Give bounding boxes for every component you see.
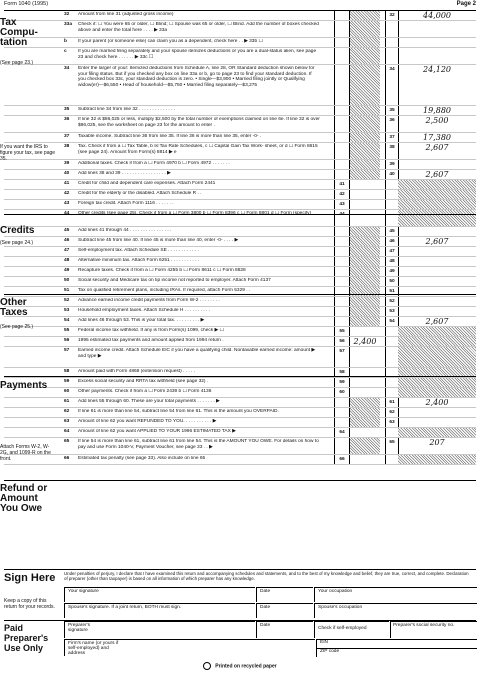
sub-amount-field[interactable] bbox=[349, 378, 380, 387]
amount-field[interactable]: 2,607 bbox=[425, 143, 449, 152]
sub-line-number bbox=[334, 297, 349, 306]
form-line bbox=[4, 277, 476, 287]
amount-field[interactable] bbox=[398, 21, 476, 37]
line-text: Foreign tax credit. Attach Form 1116 . . . . . . . bbox=[78, 201, 174, 206]
line-number: 64 bbox=[64, 429, 70, 434]
amount-field[interactable] bbox=[398, 210, 476, 226]
amount-field[interactable] bbox=[398, 160, 476, 169]
main-line-number bbox=[385, 48, 399, 64]
sub-line-number: 66 bbox=[334, 455, 349, 464]
sub-line-number bbox=[334, 48, 349, 64]
your-occupation-label: Your occupation bbox=[318, 589, 353, 594]
line-text: Check if: ☐ You were 65 or older, ☐ Blind; ☐ Spouse was 65 or older, ☐ Blind. Add the number of boxes checked above and enter the total here . . . . ▶ 33a bbox=[78, 22, 319, 33]
main-line-number: 45 bbox=[385, 227, 399, 236]
line-text: Social security and Medicare tax on tip income not reported to employer. Attach Form 4137 bbox=[78, 278, 271, 283]
amount-field[interactable] bbox=[398, 247, 476, 256]
page-label: Page 2 bbox=[456, 1, 476, 7]
sub-amount-field[interactable] bbox=[349, 438, 380, 454]
sub-line-number bbox=[334, 170, 349, 179]
sub-amount-field[interactable] bbox=[349, 227, 380, 236]
line-number: 43 bbox=[64, 201, 70, 206]
sub-line-number: 44 bbox=[334, 210, 349, 226]
form-line bbox=[4, 388, 476, 398]
sub-line-number: 55 bbox=[334, 327, 349, 336]
line-number: 33a bbox=[64, 22, 73, 27]
main-line-number bbox=[385, 327, 399, 336]
amount-field[interactable]: 17,380 bbox=[423, 133, 451, 142]
section-credits-title: Credits bbox=[0, 225, 35, 236]
line-text: Subtract line 45 from line 40. If line 45 is more than line 40, enter -0- . . . . ▶ bbox=[78, 238, 239, 243]
form-line bbox=[4, 267, 476, 277]
sub-amount-field[interactable] bbox=[349, 210, 380, 226]
main-line-number: 53 bbox=[385, 307, 399, 316]
line-text: If your parent (or someone else) can claim you as a dependent, check here . . ▶ 33b ☐ bbox=[78, 39, 263, 44]
line-number: 34 bbox=[64, 66, 70, 71]
sub-amount-field[interactable] bbox=[349, 116, 380, 132]
amount-field[interactable] bbox=[398, 277, 476, 286]
preparer-date-label: Date bbox=[260, 623, 271, 628]
amount-field[interactable]: 2,607 bbox=[425, 170, 449, 179]
section-credits-note: (See page 24.) bbox=[0, 240, 34, 246]
spouse-date-label: Date bbox=[260, 605, 271, 610]
line-text: Other payments. Check if from a ☐ Form 2439 b ☐ Form 4136 bbox=[78, 389, 212, 394]
line-text: Amount of line 62 you want REFUNDED TO YOU. . . . . . . . . . . ▶ bbox=[78, 419, 217, 424]
sub-amount-field[interactable] bbox=[349, 11, 380, 20]
line-number: 42 bbox=[64, 191, 70, 196]
form-label: Form 1040 (1995) bbox=[4, 1, 49, 7]
sub-amount-field[interactable] bbox=[349, 277, 380, 286]
main-line-number: 48 bbox=[385, 257, 399, 266]
section-other-title: Other Taxes bbox=[0, 297, 28, 318]
form-line bbox=[4, 133, 476, 143]
spouse-signature-label: Spouse's signature. If a joint return, BOTH must sign. bbox=[68, 605, 182, 610]
form-line bbox=[4, 347, 476, 368]
line-text: Enter the larger of your: Itemized deductions from Schedule A, line 28, OR Standard deduction shown below for your filing status. But if you checked any box on line 33a or b, go to page 23 to find your standard deduction. If you checked box 33c, your standard deduction is zero. • Single—$3,900 • Married filing jointly or Qualifying widow(er)—$6,550 • Head of household—$5,750 • Married filing separately—$3,275 bbox=[78, 66, 315, 88]
line-number: 40 bbox=[64, 171, 70, 176]
form-line bbox=[4, 408, 476, 418]
amount-field[interactable] bbox=[398, 307, 476, 316]
amount-field[interactable] bbox=[398, 388, 476, 397]
form-line bbox=[4, 65, 476, 106]
line-text: Alternative minimum tax. Attach Form 6251 . . . . . . . . . . . bbox=[78, 258, 200, 263]
section-tax-note: (See page 23.) bbox=[0, 60, 34, 66]
main-line-number bbox=[385, 455, 399, 464]
section-tax-note2: If you want the IRS to figure your tax, see page 35. bbox=[0, 144, 56, 162]
line-number: 41 bbox=[64, 181, 70, 186]
section-rule bbox=[4, 480, 476, 481]
form-line bbox=[4, 227, 476, 237]
section-paid-title: Paid Preparer's Use Only bbox=[4, 623, 49, 653]
line-text: Earned income credit. Attach Schedule EIC if you have a qualifying child. Nontaxable earned income: amount ▶ and type ▶ bbox=[78, 348, 316, 359]
form-line bbox=[4, 200, 476, 210]
main-line-number bbox=[385, 378, 399, 387]
amount-field[interactable] bbox=[398, 38, 476, 47]
main-line-number bbox=[385, 21, 399, 37]
sub-amount-field[interactable] bbox=[349, 247, 380, 256]
form-line bbox=[4, 247, 476, 257]
main-line-number: 46 bbox=[385, 237, 399, 246]
line-number: 32 bbox=[64, 12, 70, 17]
your-signature-label: Your signature bbox=[68, 589, 99, 594]
sub-line-number bbox=[334, 307, 349, 316]
sub-amount-field[interactable] bbox=[349, 170, 380, 179]
sub-line-number bbox=[334, 247, 349, 256]
sub-line-number bbox=[334, 418, 349, 427]
form-line bbox=[4, 438, 476, 455]
amount-field[interactable] bbox=[398, 378, 476, 387]
sub-line-number: 58 bbox=[334, 368, 349, 377]
sub-amount-field[interactable] bbox=[349, 388, 380, 397]
main-line-number: 65 bbox=[385, 438, 399, 454]
form-line bbox=[4, 287, 476, 297]
form-line bbox=[4, 317, 476, 327]
line-text: Self-employment tax. Attach Schedule SE . . . . . . . . . . . . bbox=[78, 248, 199, 253]
sub-amount-field[interactable] bbox=[349, 190, 380, 199]
amount-field[interactable] bbox=[398, 267, 476, 276]
form-line bbox=[4, 210, 476, 227]
amount-field[interactable] bbox=[398, 337, 476, 346]
line-text: Other credits (see page 25). Check if from a ☐ Form 3800 b ☐ Form 8396 c ☐ Form 8801 d ☐ Form (specify) bbox=[78, 211, 312, 216]
sub-line-number bbox=[334, 133, 349, 142]
line-text: Add lines 38 and 39 . . . . . . . . . . . . . . . . . ▶ bbox=[78, 171, 171, 176]
form-lines bbox=[4, 11, 476, 465]
sub-line-number: 64 bbox=[334, 428, 349, 437]
amount-field[interactable]: 2,607 bbox=[425, 237, 449, 246]
form-line bbox=[4, 180, 476, 190]
sub-amount-field[interactable] bbox=[349, 160, 380, 169]
main-line-number bbox=[385, 190, 399, 199]
section-payments-note: Attach Forms W-2, W-2G, and 1099-R on the front. bbox=[0, 444, 51, 462]
line-number: 53 bbox=[64, 308, 70, 313]
main-line-number: 54 bbox=[385, 317, 399, 326]
zip-label: ZIP code bbox=[320, 649, 340, 654]
amount-field[interactable] bbox=[398, 327, 476, 336]
main-line-number: 32 bbox=[385, 11, 399, 20]
page-header bbox=[4, 1, 476, 10]
line-number: 58 bbox=[64, 369, 70, 374]
line-text: If line 61 is more than line 54, subtract line 54 from line 61. This is the amount you OVERPAID. bbox=[78, 409, 279, 414]
main-line-number: 36 bbox=[385, 116, 399, 132]
section-rule bbox=[4, 214, 476, 215]
line-number: 45 bbox=[64, 228, 70, 233]
amount-field[interactable] bbox=[398, 48, 476, 64]
line-number: 46 bbox=[64, 238, 70, 243]
line-number: 50 bbox=[64, 278, 70, 283]
amount-field[interactable] bbox=[398, 180, 476, 189]
main-line-number: 62 bbox=[385, 408, 399, 417]
line-number: 66 bbox=[64, 456, 70, 461]
sub-line-number bbox=[334, 143, 349, 159]
sub-line-number: 57 bbox=[334, 347, 349, 367]
section-rule bbox=[4, 294, 476, 295]
sub-amount-field[interactable] bbox=[349, 257, 380, 266]
amount-field[interactable] bbox=[398, 257, 476, 266]
recycled-note bbox=[0, 662, 480, 670]
sub-line-number bbox=[334, 160, 349, 169]
main-line-number: 35 bbox=[385, 106, 399, 115]
main-line-number: 51 bbox=[385, 287, 399, 296]
line-text: Subtract line 34 from line 32 . . . . . . . . . . . . . . bbox=[78, 107, 176, 112]
form-line bbox=[4, 190, 476, 200]
section-other-note: (See page 25.) bbox=[0, 324, 34, 330]
line-text: Credit for child and dependent care expenses. Attach Form 2441 bbox=[78, 181, 216, 186]
sub-line-number: 60 bbox=[334, 388, 349, 397]
sub-amount-field[interactable] bbox=[349, 106, 380, 115]
line-number: 62 bbox=[64, 409, 70, 414]
sub-amount-field[interactable] bbox=[349, 455, 380, 464]
main-line-number bbox=[385, 38, 399, 47]
line-number: 61 bbox=[64, 399, 70, 404]
form-line bbox=[4, 170, 476, 180]
form-line bbox=[4, 11, 476, 21]
line-text: Estimated tax penalty (see page 33). Also include on line 65 bbox=[78, 456, 206, 461]
amount-field[interactable] bbox=[398, 418, 476, 427]
form-line bbox=[4, 378, 476, 388]
sub-amount-field[interactable] bbox=[349, 297, 380, 306]
line-number: 55 bbox=[64, 328, 70, 333]
main-line-number: 52 bbox=[385, 297, 399, 306]
amount-field[interactable]: 2,607 bbox=[425, 317, 449, 326]
sub-amount-field[interactable] bbox=[349, 408, 380, 417]
line-text: Additional taxes. Check if from a ☐ Form 4970 b ☐ Form 4972 . . . . . . . bbox=[78, 161, 230, 166]
line-number: 54 bbox=[64, 318, 70, 323]
line-text: Recapture taxes. Check if from a ☐ Form 4255 b ☐ Form 8611 c ☐ Form 8828 bbox=[78, 268, 246, 273]
form-line bbox=[4, 337, 476, 347]
sub-line-number: 41 bbox=[334, 180, 349, 189]
sub-amount-field[interactable] bbox=[349, 317, 380, 326]
sub-amount-field[interactable] bbox=[349, 237, 380, 246]
sub-amount-field[interactable] bbox=[349, 428, 380, 437]
form-line bbox=[4, 428, 476, 438]
main-line-number: 63 bbox=[385, 418, 399, 427]
main-line-number: 47 bbox=[385, 247, 399, 256]
amount-field[interactable]: 44,000 bbox=[423, 11, 451, 20]
line-text: Amount of line 62 you want APPLIED TO YOUR 1996 ESTIMATED TAX ▶ bbox=[78, 429, 236, 434]
line-text: If you are married filing separately and your spouse itemizes deductions or you are a dual-status alien, see page 23 and check here . . . . . . ▶ 33c ☐ bbox=[78, 49, 317, 60]
form-line bbox=[4, 257, 476, 267]
line-number: 51 bbox=[64, 288, 70, 293]
line-number: 39 bbox=[64, 161, 70, 166]
section-sign-title: Sign Here bbox=[4, 572, 56, 584]
sub-line-number: 43 bbox=[334, 200, 349, 209]
amount-field[interactable] bbox=[398, 408, 476, 417]
line-text: Tax. Check if from a ☐ Tax Table, b ☒ Tax Rate Schedules, c ☐ Capital Gain Tax Work- sheet, or d ☐ Form 8615 (see page 24). Amount from Form(s) 8814 ▶ e bbox=[78, 144, 318, 155]
sub-amount-field[interactable] bbox=[349, 347, 380, 367]
line-number: 49 bbox=[64, 268, 70, 273]
main-line-number: 39 bbox=[385, 160, 399, 169]
main-line-number: 61 bbox=[385, 398, 399, 407]
sub-amount-field[interactable] bbox=[349, 143, 380, 159]
line-number: b bbox=[64, 39, 67, 44]
line-text: If line 54 is more than line 61, subtract line 61 from line 54. This is the AMOUNT YOU OWE. For details on how to pay and use Form 1040-V, Payment Voucher, see page 33 . . ▶ bbox=[78, 439, 319, 450]
line-number: 65 bbox=[64, 439, 70, 444]
sign-rule bbox=[4, 569, 476, 570]
amount-field[interactable] bbox=[398, 347, 476, 367]
sub-line-number bbox=[334, 267, 349, 276]
self-employed-label: Check if self-employed bbox=[318, 626, 367, 631]
sub-line-number: 56 bbox=[334, 337, 349, 346]
amount-field[interactable]: 2,500 bbox=[425, 116, 449, 125]
main-line-number bbox=[385, 388, 399, 397]
form-line bbox=[4, 327, 476, 337]
your-date-label: Date bbox=[260, 589, 271, 594]
line-text: Add lines 41 through 44 . . . . . . . . . . . . . . . . bbox=[78, 228, 172, 233]
sub-amount-field[interactable] bbox=[349, 327, 380, 336]
main-line-number: 34 bbox=[385, 65, 399, 105]
amount-field[interactable]: 2,400 bbox=[425, 398, 449, 407]
amount-field[interactable] bbox=[398, 455, 476, 464]
sub-amount-field[interactable] bbox=[349, 200, 380, 209]
section-payments-title: Payments bbox=[0, 380, 48, 391]
form-line bbox=[4, 21, 476, 38]
section-tax-title: Tax Compu- tation bbox=[0, 17, 38, 48]
line-number: 63 bbox=[64, 419, 70, 424]
main-line-number: 37 bbox=[385, 133, 399, 142]
line-text: Amount paid with Form 4868 (extension request) . . . . . bbox=[78, 369, 196, 374]
sub-amount-field[interactable] bbox=[349, 65, 380, 105]
sub-amount-field[interactable] bbox=[349, 21, 380, 37]
form-line bbox=[4, 38, 476, 48]
form-line bbox=[4, 398, 476, 408]
line-number: 59 bbox=[64, 379, 70, 384]
main-line-number bbox=[385, 428, 399, 437]
amount-field[interactable]: 24,120 bbox=[423, 65, 451, 74]
line-number: c bbox=[64, 49, 67, 54]
ein-label: EIN bbox=[320, 640, 328, 645]
sub-line-number bbox=[334, 21, 349, 37]
main-line-number: 49 bbox=[385, 267, 399, 276]
sub-amount-field[interactable] bbox=[349, 307, 380, 316]
sub-line-number bbox=[334, 408, 349, 417]
sub-line-number bbox=[334, 317, 349, 326]
form-line bbox=[4, 160, 476, 170]
line-number: 36 bbox=[64, 117, 70, 122]
amount-field[interactable] bbox=[398, 297, 476, 306]
line-number: 52 bbox=[64, 298, 70, 303]
perjury-declaration: Under penalties of perjury, I declare that I have examined this return and accompanying schedules and statements, and to the best of my knowledge and belief, they are true, correct, and complete. Declaration of preparer (other than taxpayer) is based on all information of which preparer has any knowledge. bbox=[64, 571, 469, 582]
main-line-number: 50 bbox=[385, 277, 399, 286]
form-line bbox=[4, 237, 476, 247]
main-line-number bbox=[385, 180, 399, 189]
sub-amount-field[interactable] bbox=[349, 398, 380, 407]
sub-line-number bbox=[334, 398, 349, 407]
line-text: Advance earned income credit payments from Form W-2 . . . . . . . . bbox=[78, 298, 220, 303]
form-line bbox=[4, 455, 476, 465]
sub-line-number bbox=[334, 38, 349, 47]
sub-line-number bbox=[334, 227, 349, 236]
form-line bbox=[4, 297, 476, 307]
sub-amount-field[interactable] bbox=[349, 133, 380, 142]
line-number: 48 bbox=[64, 258, 70, 263]
main-line-number bbox=[385, 200, 399, 209]
line-text: Amount from line 31 (adjusted gross income) bbox=[78, 12, 174, 17]
sub-amount-field[interactable] bbox=[349, 418, 380, 427]
sub-amount-field[interactable]: 2,400 bbox=[349, 337, 380, 346]
sub-line-number bbox=[334, 106, 349, 115]
line-number: 44 bbox=[64, 211, 70, 216]
line-number: 47 bbox=[64, 248, 70, 253]
main-line-number bbox=[385, 347, 399, 367]
amount-field[interactable]: 207 bbox=[429, 438, 445, 447]
section-rule bbox=[4, 376, 476, 377]
section-sign-note: Keep a copy of this return for your records. bbox=[4, 598, 55, 610]
amount-field[interactable] bbox=[398, 190, 476, 199]
spouse-occupation-label: Spouse's occupation bbox=[318, 605, 363, 610]
form-line bbox=[4, 143, 476, 160]
sub-line-number: 42 bbox=[334, 190, 349, 199]
sub-line-number bbox=[334, 277, 349, 286]
line-text: Household employment taxes. Attach Schedule H . . . . . . . . . . bbox=[78, 308, 210, 313]
line-text: If line 32 is $86,025 or less, multiply $2,500 by the total number of exemptions claimed on line 6e. If line 32 is over $86,025, see the worksheet on page 23 for the amount to enter . bbox=[78, 117, 320, 128]
preparer-ssn-label: Preparer's social security no. bbox=[393, 623, 455, 628]
section-refund-title: Refund or Amount You Owe bbox=[0, 483, 48, 514]
line-number: 56 bbox=[64, 338, 70, 343]
line-text: Credit for the elderly or the disabled. Attach Schedule R . . bbox=[78, 191, 202, 196]
firm-name-label: Firm's name (or yours if self-employed) and address bbox=[68, 641, 119, 656]
line-number: 60 bbox=[64, 389, 70, 394]
amount-field[interactable] bbox=[398, 428, 476, 437]
main-line-number bbox=[385, 210, 399, 226]
line-number: 57 bbox=[64, 348, 70, 353]
line-number: 35 bbox=[64, 107, 70, 112]
amount-field[interactable] bbox=[398, 227, 476, 236]
preparer-signature-label: Preparer's signature bbox=[68, 623, 90, 633]
sub-line-number bbox=[334, 237, 349, 246]
line-text: Tax on qualified retirement plans, including IRAs. If required, attach Form 5329 . . bbox=[78, 288, 251, 293]
form-line bbox=[4, 106, 476, 116]
line-text: Add lines 55 through 60. These are your total payments . . . . . . . ▶ bbox=[78, 399, 220, 404]
main-line-number: 38 bbox=[385, 143, 399, 159]
line-text: Taxable income. Subtract line 36 from line 35. If line 36 is more than line 35, enter -0- . bbox=[78, 134, 262, 139]
main-line-number: 40 bbox=[385, 170, 399, 179]
sub-amount-field[interactable] bbox=[349, 48, 380, 64]
sub-line-number bbox=[334, 65, 349, 105]
line-text: Add lines 46 through 53. This is your total tax. . . . . . . . . . ▶ bbox=[78, 318, 205, 323]
line-text: Federal income tax withheld. If any is from Form(s) 1099, check ▶ ☐ bbox=[78, 328, 224, 333]
sub-line-number bbox=[334, 438, 349, 454]
sub-amount-field[interactable] bbox=[349, 180, 380, 189]
form-line bbox=[4, 307, 476, 317]
recycled-label: Printed on recycled paper bbox=[215, 663, 277, 670]
form-line bbox=[4, 418, 476, 428]
line-number: 38 bbox=[64, 144, 70, 149]
sub-line-number: 59 bbox=[334, 378, 349, 387]
line-text: Excess social security and RRTA tax withheld (see page 32) . bbox=[78, 379, 209, 384]
line-text: 1995 estimated tax payments and amount applied from 1994 return . bbox=[78, 338, 224, 343]
sub-amount-field[interactable] bbox=[349, 267, 380, 276]
sub-line-number bbox=[334, 11, 349, 20]
sub-line-number bbox=[334, 257, 349, 266]
sub-line-number bbox=[334, 116, 349, 132]
amount-field[interactable] bbox=[398, 200, 476, 209]
form-line bbox=[4, 48, 476, 65]
recycle-icon bbox=[203, 662, 211, 670]
sub-amount-field[interactable] bbox=[349, 38, 380, 47]
form-line bbox=[4, 116, 476, 133]
amount-field[interactable]: 19,880 bbox=[423, 106, 451, 115]
main-line-number bbox=[385, 337, 399, 346]
line-number: 37 bbox=[64, 134, 70, 139]
